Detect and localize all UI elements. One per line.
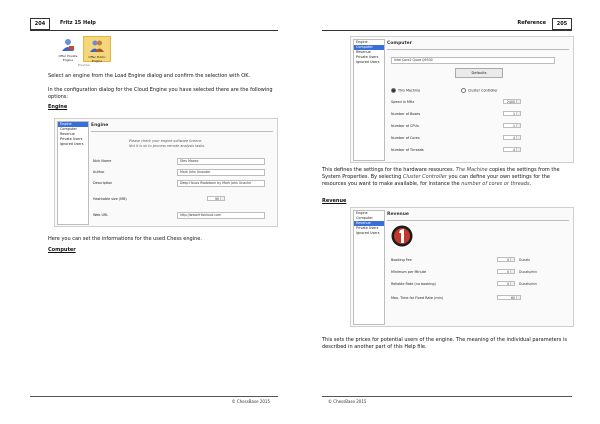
licence-note-line2: Not it is ok to process remote analysis tasks.	[129, 143, 206, 148]
hw-text-a: This defines the settings for the hardware resources.	[322, 167, 455, 173]
heading-engine: Engine	[48, 104, 68, 110]
speed-label: Speed in MHz	[391, 100, 415, 104]
defaults-button[interactable]: Defaults	[455, 68, 503, 78]
page-header	[30, 18, 278, 31]
page-footer	[322, 396, 572, 405]
hw-text-cluster: Cluster Controller	[402, 174, 447, 180]
boxes-stepper[interactable]: 1	[503, 111, 521, 116]
threads-label: Number of Threads	[391, 148, 424, 152]
revenue-settings-screenshot	[350, 207, 574, 327]
min-per-minute-label: Minimum per Minute	[391, 270, 427, 274]
footer-copyright: © ChessBase 2015	[231, 399, 270, 404]
booking-fee-stepper[interactable]: 0	[497, 257, 515, 262]
hw-text-e: you can define your own settings for the resources you want to make available, for instance the	[322, 174, 551, 187]
offer-private-line2: Engine	[62, 57, 74, 62]
reliable-rate-stepper[interactable]: 0	[497, 281, 515, 286]
right-page	[300, 0, 600, 424]
provider-icons	[55, 36, 113, 68]
panel-title: Computer	[387, 41, 412, 46]
description-field[interactable]: Deep Houcs Rwdeborn by Mark John Unache	[177, 180, 265, 187]
reliable-rate-unit: Ducats/min	[519, 282, 538, 286]
radio-dot-icon	[391, 88, 396, 93]
header-title: Reference	[517, 20, 546, 26]
paragraph-prices: This sets the prices for potential users of the engine. The meaning of the individual parameters is described in another part of this Help file.	[322, 337, 567, 350]
hashtable-stepper[interactable]: 90	[207, 196, 225, 201]
paragraph-config-dialog: In the configuration dialog for the Cloud Engine you have selected there are the following options:	[48, 87, 273, 100]
ducat-coin-icon	[391, 225, 413, 247]
paragraph-hardware: This defines the settings for the hardware resources. The Machine copies the settings from the System Properties. By selecting Cluster Controller you can define your own settings for the resources you want to make available, for instance the number of cores or threads.	[322, 167, 560, 187]
licence-note	[129, 139, 205, 148]
tree-item-computer[interactable]: Computer	[60, 127, 77, 131]
hw-text-cores: number of cores or threads	[461, 181, 530, 187]
nick-name-field[interactable]: Stev Maeco	[177, 158, 265, 165]
tree-item-ignored-users[interactable]: Ignored Users	[356, 60, 380, 64]
tree-item-revenue[interactable]: Revenue	[356, 50, 371, 54]
page-number: 204	[30, 18, 50, 30]
radio-this-machine-label: This Machine	[398, 88, 421, 93]
computer-settings-screenshot	[350, 36, 574, 163]
author-label: Author	[93, 170, 105, 174]
threads-stepper[interactable]: 4	[503, 147, 521, 152]
nick-name-label: Nick Name	[93, 159, 112, 163]
panel-divider	[91, 131, 273, 132]
page-header	[322, 18, 572, 31]
offer-private-engine-button[interactable]	[55, 36, 81, 62]
offer-public-line2: Engine	[91, 58, 103, 63]
web-url-label: Web URL	[93, 213, 109, 217]
max-time-dropdown[interactable]: 60	[497, 295, 521, 300]
paragraph-select-engine: Select an engine from the Load Engine dialog and confirm the selection with OK.	[48, 73, 251, 79]
speed-stepper[interactable]: 2400	[503, 99, 521, 104]
tree-item-computer[interactable]: Computer	[356, 216, 373, 220]
tree-item-engine[interactable]: Engine	[356, 40, 368, 44]
header-title: Fritz 15 Help	[60, 20, 96, 26]
tree-item-private-users[interactable]: Private Users	[60, 137, 83, 141]
offer-public-engine-button[interactable]	[83, 36, 111, 62]
cores-label: Number of Cores	[391, 136, 420, 140]
author-field[interactable]: Mark John Unauder	[177, 169, 265, 176]
settings-tree	[353, 39, 385, 161]
tree-item-engine[interactable]: Engine	[58, 122, 88, 127]
hw-text-c: copies the settings from the System Properties. By selecting	[322, 167, 560, 180]
page-footer	[30, 396, 278, 405]
tree-item-private-users[interactable]: Private Users	[356, 55, 379, 59]
min-per-minute-stepper[interactable]: 0	[497, 269, 515, 274]
tree-item-ignored-users[interactable]: Ignored Users	[60, 142, 84, 146]
booking-fee-label: Booking Fee	[391, 258, 412, 262]
cpu-field[interactable]: Intel Core2 Quad Q9300	[391, 57, 555, 64]
page-number: 205	[552, 18, 572, 30]
settings-tree	[57, 121, 89, 225]
hw-text-machine: The Machine	[455, 167, 488, 173]
tree-item-revenue[interactable]: Revenue	[60, 132, 75, 136]
tree-item-revenue[interactable]: Revenue	[354, 221, 384, 226]
offer-private-line1: Offer Private	[58, 54, 78, 58]
cores-stepper[interactable]: 4	[503, 135, 521, 140]
licence-note-line1: Please check your engine software licence.	[129, 139, 203, 143]
description-label: Description	[93, 181, 113, 185]
provider-group-label: Provider	[77, 63, 91, 67]
cpus-label: Number of CPUs	[391, 124, 419, 128]
people-engine-icon	[90, 39, 104, 52]
heading-computer: Computer	[48, 247, 76, 253]
radio-cluster-controller[interactable]	[461, 88, 498, 93]
panel-divider	[387, 220, 569, 221]
min-per-minute-unit: Ducats/min	[519, 270, 538, 274]
panel-title: Engine	[91, 123, 109, 128]
radio-dot-icon	[461, 88, 466, 93]
tree-item-computer[interactable]: Computer	[354, 45, 384, 50]
max-time-label: Max. Time for Fixed Rate (min)	[391, 296, 444, 300]
booking-fee-unit: Ducats	[519, 258, 531, 262]
reliable-rate-label: Reliable Rate (no booking)	[391, 282, 436, 286]
engine-settings-screenshot	[54, 118, 278, 227]
web-url-field[interactable]: http://www.fritzcloud.com	[177, 212, 265, 219]
cpus-stepper[interactable]: 1	[503, 123, 521, 128]
tree-item-engine[interactable]: Engine	[356, 211, 368, 215]
boxes-label: Number of Boxes	[391, 112, 421, 116]
radio-this-machine[interactable]	[391, 88, 420, 93]
hashtable-label: Hashtable size (MB)	[93, 197, 127, 201]
tree-item-private-users[interactable]: Private Users	[356, 226, 379, 230]
heading-revenue: Revenue	[322, 198, 347, 204]
footer-copyright: © ChessBase 2015	[328, 399, 367, 404]
panel-divider	[387, 49, 569, 50]
person-engine-icon	[61, 38, 75, 51]
panel-title: Revenue	[387, 212, 409, 217]
settings-tree	[353, 210, 385, 325]
tree-item-ignored-users[interactable]: Ignored Users	[356, 231, 380, 235]
paragraph-engine-info: Here you can set the informations for the used Chess engine.	[48, 236, 202, 242]
radio-cluster-label: Cluster Controller	[468, 88, 498, 93]
offer-public-line1: Offer Public	[88, 55, 106, 59]
